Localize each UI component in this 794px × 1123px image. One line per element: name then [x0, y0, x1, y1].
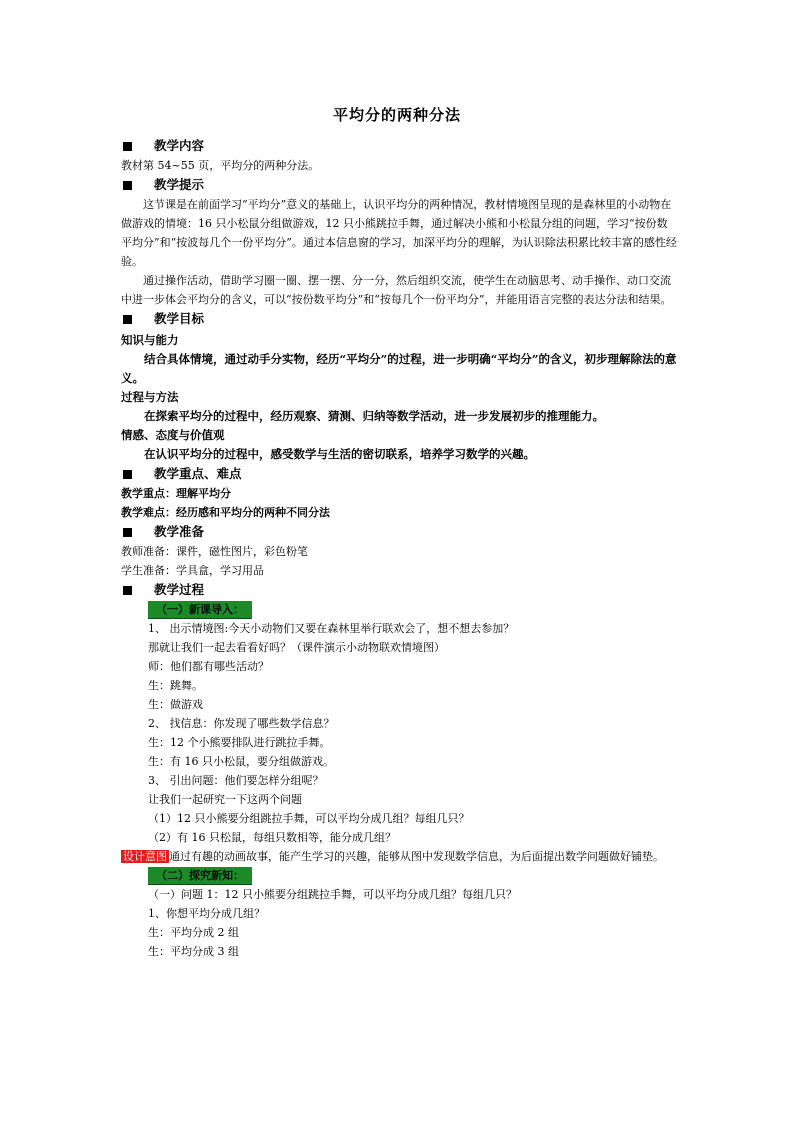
- section-heading-hint: 教学提示: [121, 175, 677, 195]
- square-bullet-icon: [123, 470, 132, 479]
- goal-knowledge-label: 知识与能力: [121, 333, 179, 347]
- square-bullet-icon: [123, 181, 132, 190]
- process-line: （2）有 16 只松鼠，每组只数相等，能分成几组？: [148, 831, 396, 844]
- document-body: [121, 136, 677, 961]
- square-bullet-icon: [123, 528, 132, 537]
- process-line: 生：跳舞。: [148, 679, 203, 692]
- process-line: 生：12 个小熊要排队进行跳拉手舞。: [148, 736, 331, 749]
- process-line: （一）问题 1：12 只小熊要分组跳拉手舞，可以平均分成几组？每组几只？: [148, 888, 517, 901]
- goal-knowledge-text: 结合具体情境，通过动手分实物，经历“平均分”的过程，进一步明确“平均分”的含义，初步理解除法的意义。: [121, 352, 677, 385]
- section-heading-process: 教学过程: [121, 580, 677, 600]
- section-heading-keypoints: 教学重点、难点: [121, 464, 677, 484]
- goal-emotion-text: 在认识平均分的过程中，感受数学与生活的密切联系，培养学习数学的兴趣。: [144, 447, 535, 461]
- design-intent-tag: 设计意图: [123, 850, 167, 863]
- process-line: 2、 找信息：你发现了哪些数学信息？: [148, 717, 335, 730]
- section-heading-content: 教学内容: [121, 136, 677, 156]
- process-line: 1、你想平均分成几组？: [148, 907, 265, 920]
- hint-paragraph-1: 这节课是在前面学习“平均分”意义的基础上，认识平均分的两种情况，教材情境图呈现的是森林里的小动物在做游戏的情境：16 只小松鼠分组做游戏，12 只小熊跳拉手舞，通过解决小熊和小松鼠分组的问题，学习“按份数平均分”和“按波每几个一份平均分”。通过本信息窗的学习，加深平均分的理解，为认识除法积累比较丰富的感性经验。: [121, 198, 677, 268]
- process-line: 那就让我们一起去看看好吗？（课件演示小动物联欢情境图）: [148, 641, 445, 654]
- prep-teacher: 教师准备：课件，磁性图片，彩色粉笔: [121, 545, 308, 558]
- hint-paragraph-2: 通过操作活动，借助学习圈一圈、摆一摆、分一分，然后组织交流，使学生在动脑思考、动手操作、动口交流中进一步体会平均分的含义，可以“按份数平均分”和“按每几个一份平均分”，并能用语言完整的表达分法和结果。: [121, 274, 672, 306]
- process-line: 生：平均分成 2 组: [148, 926, 239, 939]
- process-line: 3、 引出问题：他们要怎样分组呢？: [148, 774, 324, 787]
- section-tag-explore: （二）探究新知：: [148, 867, 252, 885]
- content-text: 教材第 54~55 页，平均分的两种分法。: [121, 159, 320, 172]
- section-heading-goals: 教学目标: [121, 309, 677, 329]
- key-point: 教学重点：理解平均分: [121, 487, 231, 500]
- process-line: 生：做游戏: [148, 698, 203, 711]
- prep-student: 学生准备：学具盒，学习用品: [121, 564, 264, 577]
- process-line: 生：有 16 只小松鼠，要分组做游戏。: [148, 755, 334, 768]
- section-heading-prep: 教学准备: [121, 522, 677, 542]
- goal-process-text: 在探索平均分的过程中，经历观察、猜测、归纳等数学活动，进一步发展初步的推理能力。: [144, 409, 604, 423]
- goal-process-label: 过程与方法: [121, 390, 179, 404]
- design-intent: [121, 847, 677, 866]
- page-title: 平均分的两种分法: [332, 106, 461, 124]
- square-bullet-icon: [123, 315, 132, 324]
- process-line: （1）12 只小熊要分组跳拉手舞，可以平均分成几组？每组几只？: [148, 812, 470, 825]
- difficult-point: 教学难点：经历感和平均分的两种不同分法: [121, 506, 330, 519]
- square-bullet-icon: [123, 142, 132, 151]
- process-line: 师：他们都有哪些活动？: [148, 660, 269, 673]
- process-line: 让我们一起研究一下这两个问题: [148, 793, 302, 806]
- process-line: 1、 出示情境图:今天小动物们又要在森林里举行联欢会了，想不想去参加？: [148, 622, 515, 635]
- section-tag-intro: （一）新课导入：: [148, 601, 252, 619]
- design-intent-text: 通过有趣的动画故事，能产生学习的兴趣，能够从图中发现数学信息，为后面提出数学问题做好铺垫。: [169, 850, 664, 863]
- process-line: 生：平均分成 3 组: [148, 945, 239, 958]
- square-bullet-icon: [123, 586, 132, 595]
- goal-emotion-label: 情感、态度与价值观: [121, 428, 225, 442]
